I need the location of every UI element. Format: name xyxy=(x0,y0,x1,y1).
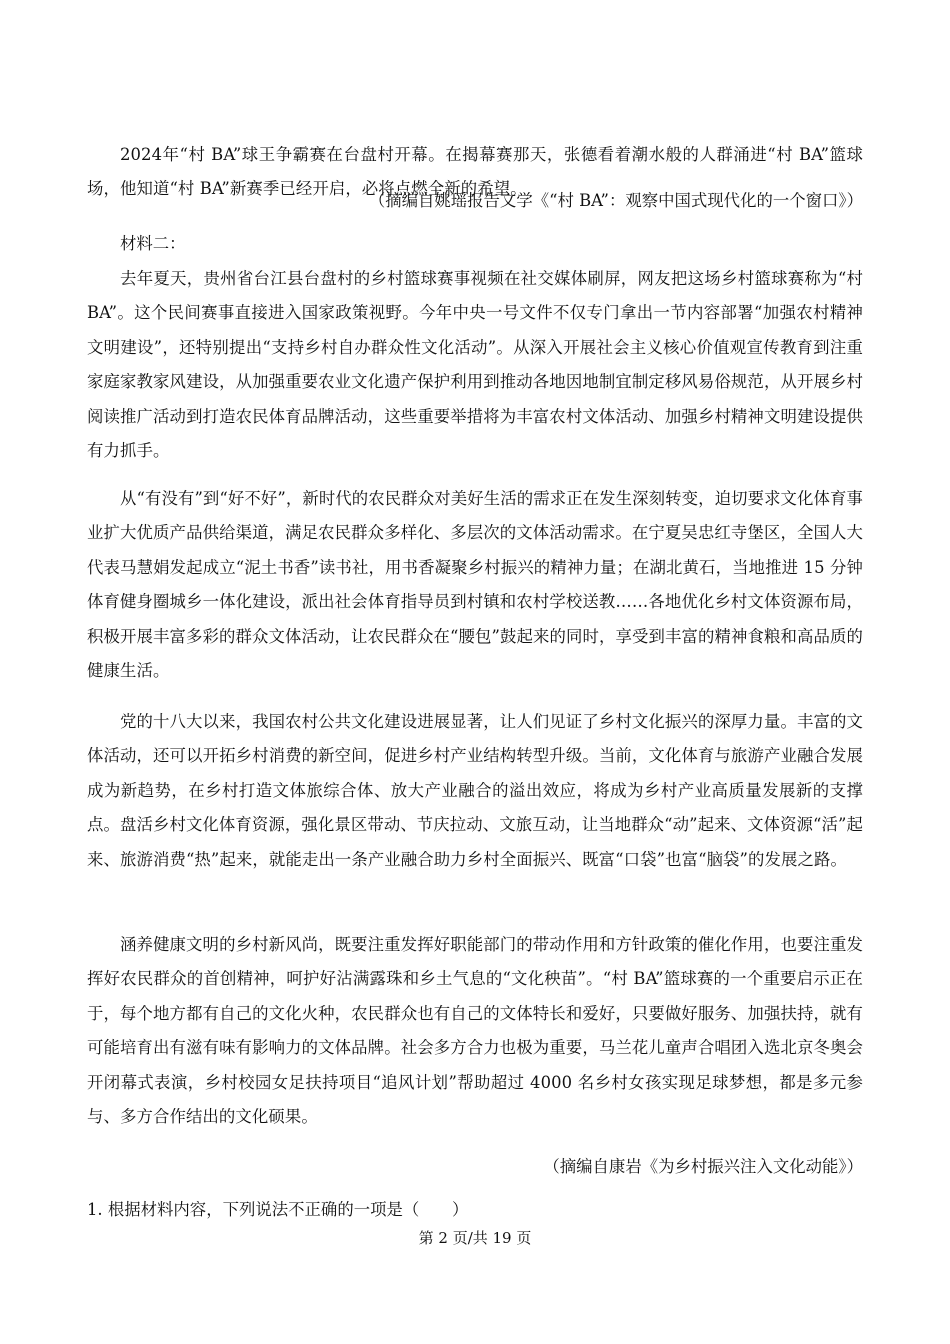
question-1: 1. 根据材料内容，下列说法不正确的一项是（ ） xyxy=(87,1200,469,1219)
paragraph-material2-1: 去年夏天，贵州省台江县台盘村的乡村篮球赛事视频在社交媒体刷屏，网友把这场乡村篮球赛称为“村BA”。这个民间赛事直接进入国家政策视野。今年中央一号文件不仅专门拿出一节内容部署“加强农村精神文明建设”，还特别提出“支持乡村自办群众性文化活动”。从深入开展社会主义核心价值观宣传教育到注重家庭家教家风建设，从加强重要农业文化遗产保护利用到推动各地因地制宜制定移风易俗规范，从开展乡村阅读推广活动到打造农民体育品牌活动，这些重要举措将为丰富农村文体活动、加强乡村精神文明建设提供有力抓手。 xyxy=(87,269,863,461)
source-citation-1: （摘编自姚瑶报告文学《“村 BA”：观察中国式现代化的一个窗口》） xyxy=(368,191,863,210)
paragraph-village-ba-opening: 2024年“村 BA”球王争霸赛在台盘村开幕。在揭幕赛那天，张德看着潮水般的人群涌进“村 BA”篮球场，他知道“村 BA”新赛季已经开启，必将点燃全新的希望。 xyxy=(87,145,863,199)
source-citation-2: （摘编自康岩《为乡村振兴注入文化动能》） xyxy=(543,1157,863,1176)
paragraph-material2-2: 从“有没有”到“好不好”，新时代的农民群众对美好生活的需求正在发生深刻转变，迫切要求文化体育事业扩大优质产品供给渠道，满足农民群众多样化、多层次的文体活动需求。在宁夏吴忠红寺堡区，全国人大代表马慧娟发起成立“泥土书香”读书社，用书香凝聚乡村振兴的精神力量；在湖北黄石，当地推进 15 分钟体育健身圈城乡一体化建设，派出社会体育指导员到村镇和农村学校送教……各地优化乡村文体资源布局，积极开展丰富多彩的群众文体活动，让农民群众在“腰包”鼓起来的同时，享受到丰富的精神食粮和高品质的健康生活。 xyxy=(87,489,864,681)
paragraph-material2-3: 党的十八大以来，我国农村公共文化建设进展显著，让人们见证了乡村文化振兴的深厚力量。丰富的文体活动，还可以开拓乡村消费的新空间，促进乡村产业结构转型升级。当前，文化体育与旅游产业融合发展成为新趋势，在乡村打造文体旅综合体、放大产业融合的溢出效应，将成为乡村产业高质量发展新的支撑点。盘活乡村文化体育资源，强化景区带动、节庆拉动、文旅互动，让当地群众“动”起来、文体资源“活”起来、旅游消费“热”起来，就能走出一条产业融合助力乡村全面振兴、既富“口袋”也富“脑袋”的发展之路。 xyxy=(87,712,863,869)
page-footer: 第 2 页/共 19 页 xyxy=(418,1229,532,1247)
material-2-heading: 材料二： xyxy=(120,234,186,253)
paragraph-material2-4: 涵养健康文明的乡村新风尚，既要注重发挥好职能部门的带动作用和方针政策的催化作用，也要注重发挥好农民群众的首创精神，呵护好沾满露珠和乡土气息的“文化秧苗”。“村 BA”篮球赛的一个重要启示正在于，每个地方都有自己的文化火种，农民群众也有自己的文体特长和爱好，只要做好服务、加强扶持，就有可能培育出有滋有味有影响力的文体品牌。社会多方合力也极为重要，马兰花儿童声合唱团入选北京冬奥会开闭幕式表演，乡村校园女足扶持项目“追风计划”帮助超过 4000 名乡村女孩实现足球梦想，都是多元参与、多方合作结出的文化硕果。 xyxy=(87,935,863,1127)
